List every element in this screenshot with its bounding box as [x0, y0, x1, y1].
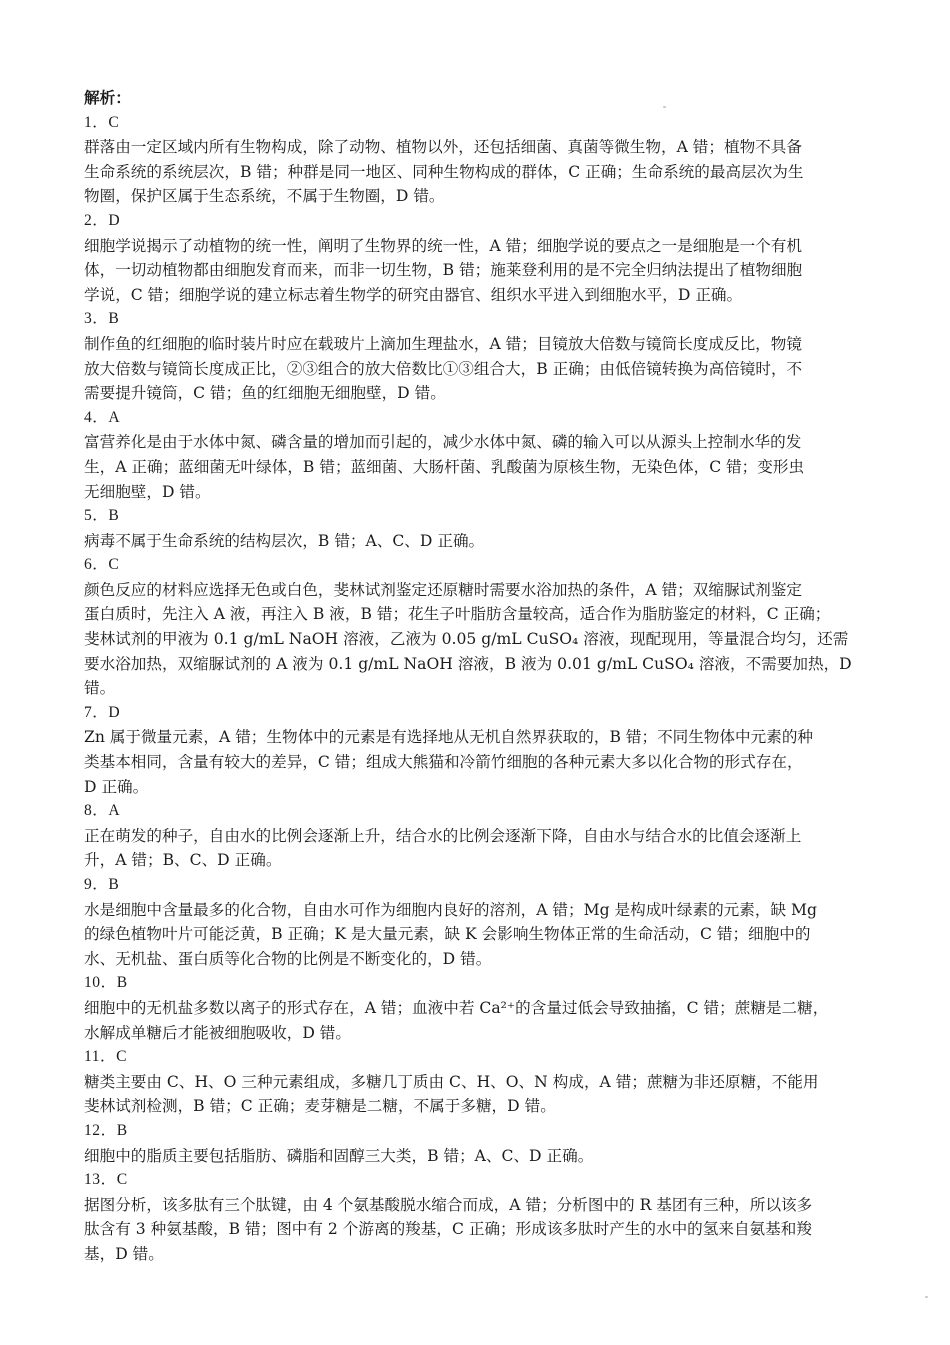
- explanation-line: 细胞学说揭示了动植物的统一性，阐明了生物界的统一性，A 错；细胞学说的要点之一是细胞是一个有机: [84, 236, 802, 255]
- analysis-heading: 解析：: [84, 88, 131, 107]
- answer-key: 2．D: [84, 211, 121, 229]
- explanation-line: 的绿色植物叶片可能泛黄，B 正确；K 是大量元素，缺 K 会影响生物体正常的生命活动，C 错；细胞中的: [84, 925, 811, 944]
- explanation: [84, 725, 866, 799]
- answer-item: [84, 1119, 866, 1168]
- answer-key: 12．B: [84, 1121, 128, 1139]
- explanation-line: 肽含有 3 种氨基酸，B 错；图中有 2 个游离的羧基，C 正确；形成该多肽时产生的水中的氢来自氨基和羧: [84, 1220, 812, 1239]
- answer-key: 4．A: [84, 408, 121, 426]
- explanation: [84, 1144, 866, 1169]
- explanation-line: 制作鱼的红细胞的临时装片时应在载玻片上滴加生理盐水，A 错；目镜放大倍数与镜筒长度成反比，物镜: [84, 334, 802, 353]
- answer-key: 3．B: [84, 310, 120, 328]
- answer-key: 11．C: [84, 1048, 128, 1066]
- explanation-line: 斐林试剂检测，B 错；C 正确；麦芽糖是二糖，不属于多糖，D 错。: [84, 1097, 556, 1116]
- explanation-line: Zn 属于微量元素，A 错；生物体中的元素是有选择地从无机自然界获取的，B 错；不同生物体中元素的种: [84, 728, 814, 747]
- answer-item: [84, 701, 866, 799]
- answer-item: [84, 553, 866, 701]
- explanation-line: 据图分析，该多肽有三个肽键，由 4 个氨基酸脱水缩合而成，A 错；分析图中的 R 基团有三种，所以该多: [84, 1195, 813, 1214]
- answer-list: [84, 111, 866, 1267]
- explanation-line: 错。: [84, 679, 116, 698]
- explanation-line: D 正确。: [84, 777, 149, 796]
- explanation-line: 升，A 错；B、C、D 正确。: [84, 851, 282, 870]
- answer-item: [84, 1168, 866, 1266]
- explanation-line: 正在萌发的种子，自由水的比例会逐渐上升，结合水的比例会逐渐下降，自由水与结合水的比值会逐渐上: [84, 826, 802, 845]
- explanation: [84, 824, 866, 873]
- explanation-line: 类基本相同，含量有较大的差异，C 错；组成大熊猫和冷箭竹细胞的各种元素大多以化合物的形式存在，: [84, 753, 803, 772]
- explanation-line: 无细胞壁，D 错。: [84, 482, 211, 501]
- explanation: [84, 430, 866, 504]
- explanation: [84, 996, 866, 1045]
- explanation-line: 要水浴加热，双缩脲试剂的 A 液为 0.1 g/mL NaOH 溶液，B 液为 0.01 g/mL CuSO₄ 溶液，不需要加热，D: [84, 654, 852, 673]
- answer-key: 7．D: [84, 703, 121, 721]
- explanation-line: 水解成单糖后才能被细胞吸收，D 错。: [84, 1023, 351, 1042]
- explanation-line: 水是细胞中含量最多的化合物，自由水可作为细胞内良好的溶剂，A 错；Mg 是构成叶绿素的元素，缺 Mg: [84, 900, 817, 919]
- explanation: [84, 529, 866, 554]
- scan-speck: [663, 106, 666, 108]
- explanation-line: 生，A 正确；蓝细菌无叶绿体，B 错；蓝细菌、大肠杆菌、乳酸菌为原核生物，无染色体，C 错；变形虫: [84, 457, 805, 476]
- answer-key: 1．C: [84, 113, 120, 131]
- explanation-line: 体，一切动植物都由细胞发育而来，而非一切生物，B 错；施莱登利用的是不完全归纳法提出了植物细胞: [84, 261, 803, 280]
- explanation-line: 基，D 错。: [84, 1244, 164, 1263]
- answer-key: 6．C: [84, 556, 120, 574]
- explanation-line: 物圈，保护区属于生态系统，不属于生物圈，D 错。: [84, 187, 445, 206]
- explanation-line: 细胞中的脂质主要包括脂肪、磷脂和固醇三大类，B 错；A、C、D 正确。: [84, 1146, 594, 1165]
- explanation: [84, 332, 866, 406]
- explanation-line: 群落由一定区域内所有生物构成，除了动物、植物以外，还包括细菌、真菌等微生物，A 错；植物不具备: [84, 138, 802, 157]
- explanation: [84, 234, 866, 308]
- answer-key: 10．B: [84, 974, 128, 992]
- answer-item: [84, 873, 866, 971]
- explanation: [84, 578, 866, 701]
- explanation-line: 生命系统的系统层次，B 错；种群是同一地区、同种生物构成的群体，C 正确；生命系统的最高层次为生: [84, 162, 804, 181]
- explanation-line: 斐林试剂的甲液为 0.1 g/mL NaOH 溶液，乙液为 0.05 g/mL CuSO₄ 溶液，现配现用，等量混合均匀，还需: [84, 630, 849, 649]
- explanation-line: 病毒不属于生命系统的结构层次，B 错；A、C、D 正确。: [84, 531, 485, 550]
- explanation: [84, 135, 866, 209]
- answer-item: [84, 1045, 866, 1119]
- answer-key: 8．A: [84, 802, 121, 820]
- explanation: [84, 1070, 866, 1119]
- explanation-line: 糖类主要由 C、H、O 三种元素组成，多糖几丁质由 C、H、O、N 构成，A 错；蔗糖为非还原糖，不能用: [84, 1072, 819, 1091]
- answer-key: 13．C: [84, 1171, 128, 1189]
- answer-item: [84, 799, 866, 873]
- answer-item: [84, 971, 866, 1045]
- explanation-line: 蛋白质时，先注入 A 液，再注入 B 液，B 错；花生子叶脂肪含量较高，适合作为脂肪鉴定的材料，C 正确；: [84, 605, 831, 624]
- answer-analysis-page: [84, 86, 866, 1267]
- answer-item: [84, 504, 866, 553]
- explanation-line: 放大倍数与镜筒长度成正比，②③组合的放大倍数比①③组合大，B 正确；由低倍镜转换为高倍镜时，不: [84, 359, 803, 378]
- answer-key: 9．B: [84, 876, 120, 893]
- explanation: [84, 898, 866, 972]
- scan-speck: [925, 1296, 928, 1298]
- explanation-line: 细胞中的无机盐多数以离子的形式存在，A 错；血液中若 Ca²⁺的含量过低会导致抽搐，C 错；蔗糖是二糖，: [84, 998, 829, 1017]
- explanation-line: 学说，C 错；细胞学说的建立标志着生物学的研究由器官、组织水平进入到细胞水平，D 正确。: [84, 285, 743, 304]
- answer-item: [84, 406, 866, 504]
- answer-item: [84, 111, 866, 209]
- explanation-line: 需要提升镜筒，C 错；鱼的红细胞无细胞壁，D 错。: [84, 384, 446, 403]
- answer-item: [84, 307, 866, 405]
- explanation-line: 水、无机盐、蛋白质等化合物的比例是不断变化的，D 错。: [84, 949, 492, 968]
- explanation: [84, 1193, 866, 1267]
- answer-key: 5．B: [84, 507, 120, 525]
- explanation-line: 富营养化是由于水体中氮、磷含量的增加而引起的，减少水体中氮、磷的输入可以从源头上控制水华的发: [84, 433, 802, 452]
- explanation-line: 颜色反应的材料应选择无色或白色，斐林试剂鉴定还原糖时需要水浴加热的条件，A 错；双缩脲试剂鉴定: [84, 580, 802, 599]
- answer-item: [84, 209, 866, 307]
